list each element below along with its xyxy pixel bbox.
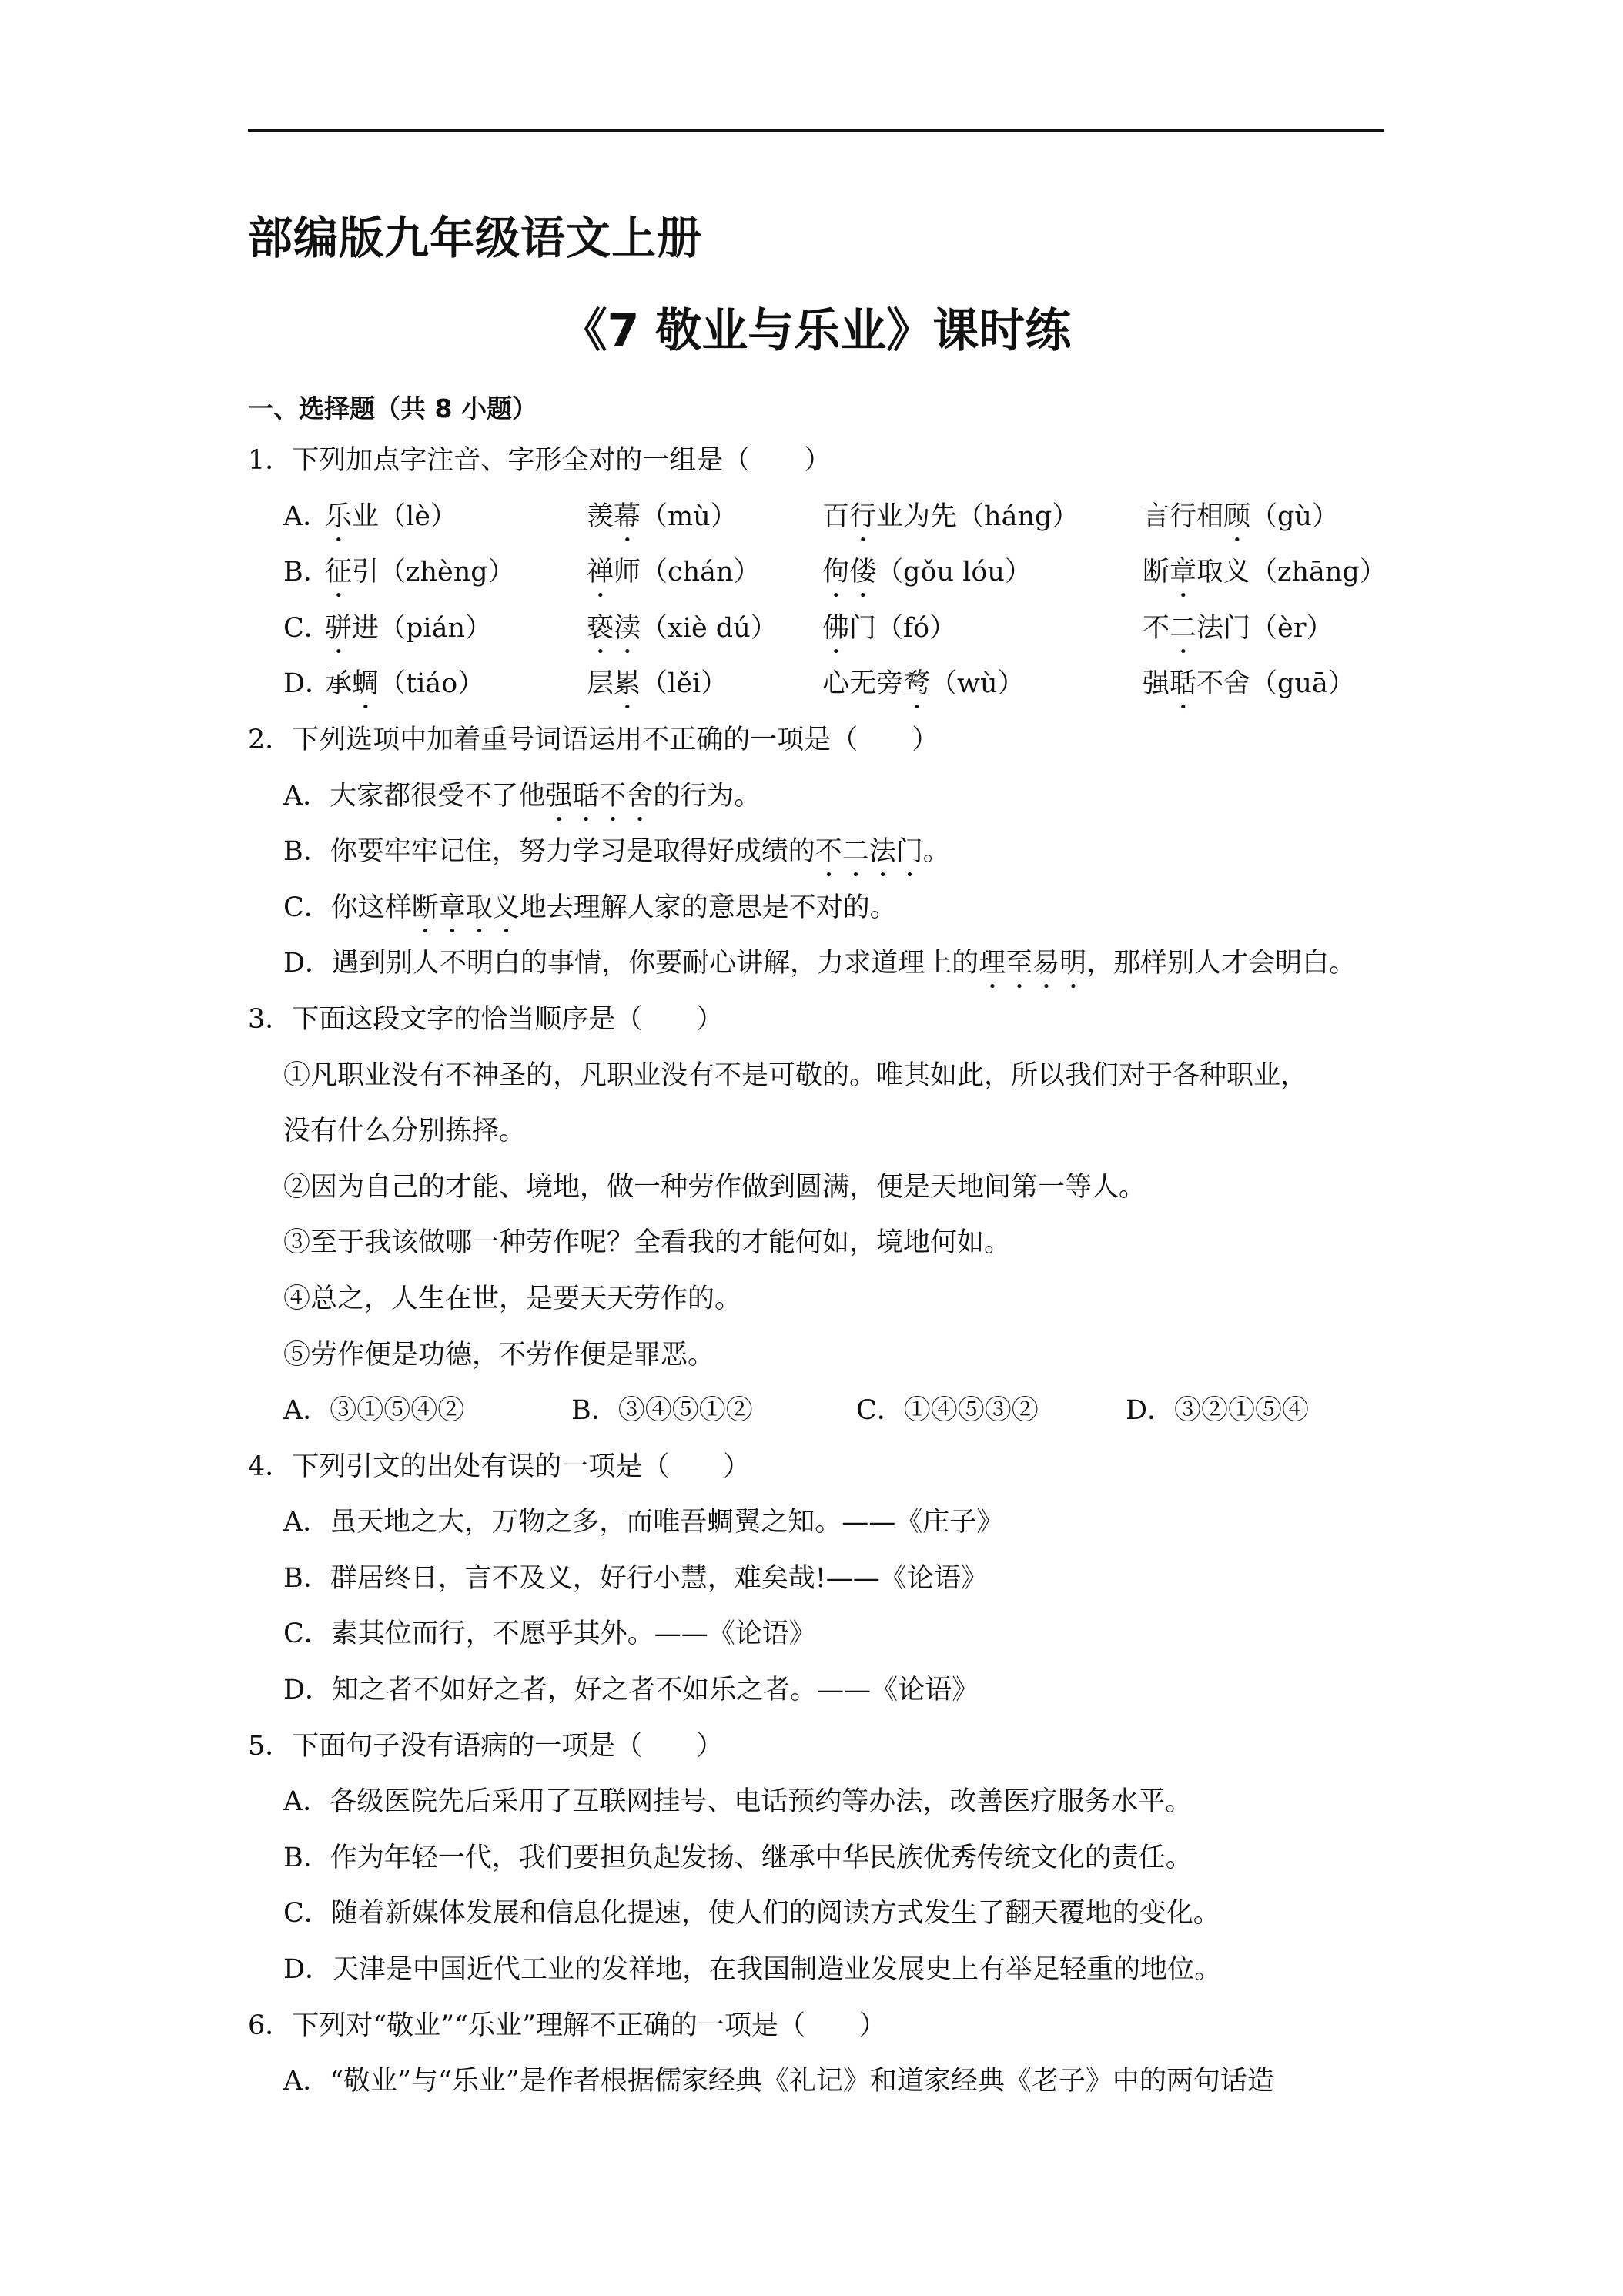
emphasized-characters: 顾 [1223, 500, 1251, 532]
option-item: 承蜩（tiáo） [325, 668, 485, 700]
question-3-choice-a: A．③①⑤④② [283, 1395, 465, 1427]
emphasized-characters: 二 [1170, 612, 1197, 644]
emphasized-phrase: 断章取义 [411, 892, 520, 923]
question-3-sentence-4: ④总之，人生在世，是要天天劳作的。 [283, 1283, 742, 1314]
question-1-option-row [248, 489, 1384, 545]
option-label: C． [283, 612, 331, 644]
emphasized-characters: 佝偻 [822, 557, 877, 588]
question-5-stem: 5．下面句子没有语病的一项是（ ） [248, 1730, 724, 1762]
option-item: 羡幕（mù） [587, 500, 738, 532]
question-5-option-a: A．各级医院先后采用了互联网挂号、电话预约等办法，改善医疗服务水平。 [283, 1786, 1193, 1818]
question-6-option-a: A．“敬业”与“乐业”是作者根据儒家经典《礼记》和道家经典《老子》中的两句话造 [283, 2066, 1274, 2097]
emphasized-characters: 聒 [1170, 668, 1197, 700]
option-item: 百行业为先（háng） [822, 500, 1079, 532]
emphasized-characters: 征 [325, 557, 353, 588]
question-3-choice-b: B．③④⑤①② [571, 1395, 753, 1427]
question-3-sentence-1a: ①凡职业没有不神圣的，凡职业没有不是可敬的。唯其如此，所以我们对于各种职业， [283, 1059, 1308, 1091]
option-item: 强聒不舍（guā） [1143, 668, 1355, 700]
question-3-choices [248, 1383, 1384, 1439]
option-item: 断章取义（zhāng） [1143, 557, 1387, 588]
question-4-option-c: C．素其位而行，不愿乎其外。——《论语》 [283, 1618, 816, 1650]
question-3-sentence-1b: 没有什么分别拣择。 [283, 1116, 527, 1147]
question-1-options [248, 489, 1387, 712]
emphasized-characters: 累 [614, 668, 641, 700]
emphasized-phrase: 不二法门 [815, 836, 923, 868]
question-4-option-b: B．群居终日，言不及义，好行小慧，难矣哉!——《论语》 [283, 1562, 988, 1594]
option-label: D． [283, 668, 333, 700]
option-label: A． [283, 500, 330, 532]
document-body [248, 385, 1387, 2110]
question-1-option-row [248, 601, 1384, 657]
question-3-sentence-5: ⑤劳作便是功德，不劳作便是罪恶。 [283, 1339, 715, 1371]
section-title: 一、选择题（共 8 小题） [248, 393, 537, 423]
question-2-option: B．你要牢牢记住，努力学习是取得好成绩的不二法门。 [283, 836, 950, 868]
option-item: 不二法门（èr） [1143, 612, 1334, 644]
option-item: 佝偻（gǒu lóu） [822, 557, 1032, 588]
option-item: 征引（zhèng） [325, 557, 515, 588]
question-6-stem: 6．下列对“敬业”“乐业”理解不正确的一项是（ ） [248, 2010, 886, 2041]
emphasized-characters: 蜩 [352, 668, 380, 700]
question-4-option-d: D．知之者不如好之者，好之者不如乐之者。——《论语》 [283, 1675, 979, 1706]
option-item: 亵渎（xiè dú） [587, 612, 778, 644]
emphasized-characters: 亵渎 [587, 612, 641, 644]
document-title: 部编版九年级语文上册 [248, 212, 703, 264]
question-3-sentence-2: ②因为自己的才能、境地，做一种劳作做到圆满，便是天地间第一等人。 [283, 1171, 1146, 1203]
emphasized-characters: 幕 [614, 500, 641, 532]
emphasized-characters: 乐 [325, 500, 353, 532]
option-label: B． [283, 557, 330, 588]
question-2-stem: 2．下列选项中加着重号词语运用不正确的一项是（ ） [248, 724, 939, 755]
question-2-option: C．你这样断章取义地去理解人家的意思是不对的。 [283, 892, 897, 923]
question-1-stem: 1．下列加点字注音、字形全对的一组是（ ） [248, 445, 832, 476]
option-item: 骈进（pián） [325, 612, 493, 644]
question-1-option-row [248, 656, 1384, 712]
question-3-choice-c: C．①④⑤③② [856, 1395, 1039, 1427]
question-4-option-a: A．虽天地之大，万物之多，而唯吾蜩翼之知。——《庄子》 [283, 1507, 1004, 1538]
question-3-choice-d: D．③②①⑤④ [1126, 1395, 1310, 1427]
question-5-option-c: C．随着新媒体发展和信息化提速，使人们的阅读方式发生了翻天覆地的变化。 [283, 1898, 1220, 1930]
question-2-option: A．大家都很受不了他强聒不舍的行为。 [283, 780, 761, 812]
emphasized-characters: 骈 [325, 612, 353, 644]
option-item: 心无旁鹜（wù） [822, 668, 1025, 700]
option-item: 层累（lěi） [587, 668, 728, 700]
question-1-option-row [248, 544, 1387, 601]
question-5-option-b: B．作为年轻一代，我们要担负起发扬、继承中华民族优秀传统文化的责任。 [283, 1842, 1193, 1873]
question-2-options [248, 768, 1384, 992]
emphasized-characters: 章 [1170, 557, 1197, 588]
option-item: 禅师（chán） [587, 557, 761, 588]
emphasized-phrase: 强聒不舍 [545, 780, 654, 812]
question-3-stem: 3．下面这段文字的恰当顺序是（ ） [248, 1003, 724, 1035]
question-4-stem: 4．下列引文的出处有误的一项是（ ） [248, 1451, 751, 1482]
question-3-sentence-3: ③至于我该做哪一种劳作呢？全看我的才能何如，境地何如。 [283, 1227, 1012, 1259]
option-item: 佛门（fó） [822, 612, 957, 644]
emphasized-characters: 佛 [822, 612, 850, 644]
question-5-option-d: D．天津是中国近代工业的发祥地，在我国制造业发展史上有举足轻重的地位。 [283, 1954, 1222, 1986]
document-subtitle: 《7 敬业与乐业》课时练 [561, 304, 1072, 358]
header-rule [248, 129, 1384, 132]
question-2-option: D．遇到别人不明白的事情，你要耐心讲解，力求道理上的理至易明，那样别人才会明白。 [283, 948, 1357, 979]
option-item: 乐业（lè） [325, 500, 457, 532]
emphasized-characters: 禅 [587, 557, 614, 588]
emphasized-characters: 行 [849, 500, 877, 532]
emphasized-characters: 鹜 [903, 668, 931, 700]
emphasized-phrase: 理至易明 [979, 948, 1087, 979]
option-item: 言行相顾（gù） [1143, 500, 1339, 532]
